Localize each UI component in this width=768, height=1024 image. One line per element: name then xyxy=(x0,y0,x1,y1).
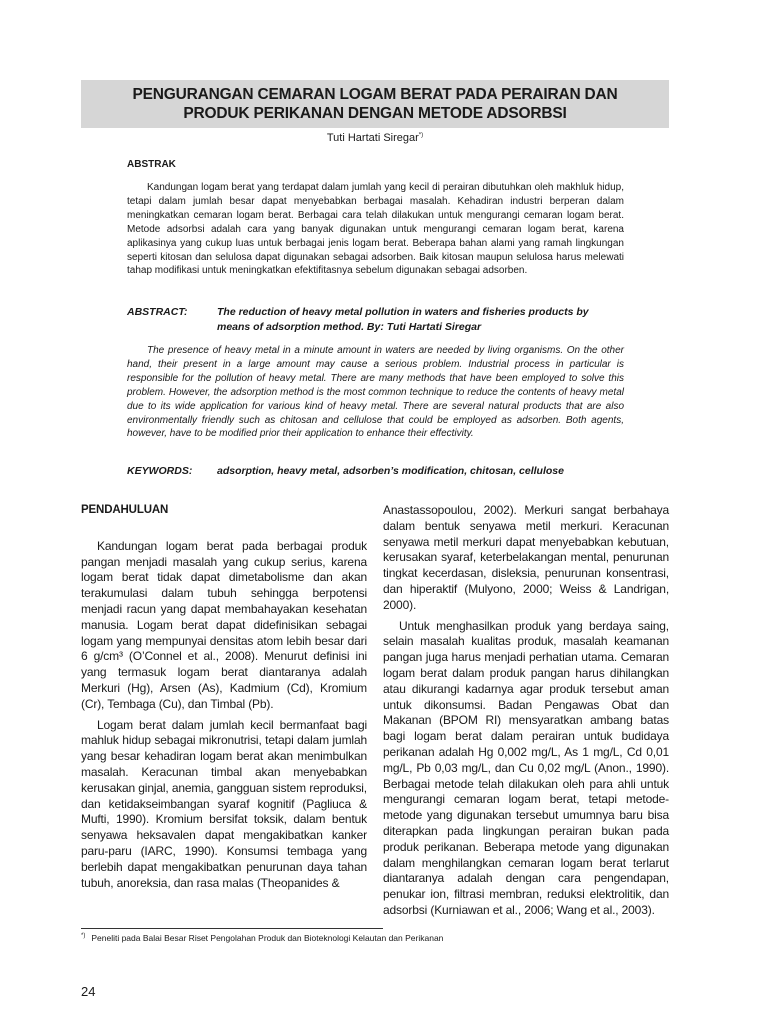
title-line-1: PENGURANGAN CEMARAN LOGAM BERAT PADA PERAIRAN DAN xyxy=(132,86,618,103)
abstract-title-row xyxy=(127,305,624,334)
abstract-title-text: The reduction of heavy metal pollution in waters and fisheries products by means of adsorption method. By: Tuti Hartati Siregar xyxy=(217,306,589,333)
keywords-text: adsorption, heavy metal, adsorben’s modification, chitosan, cellulose xyxy=(217,465,564,477)
keywords-row xyxy=(127,465,624,477)
section-heading: PENDAHULUAN xyxy=(81,504,169,516)
body-paragraph: Anastassopoulou, 2002). Merkuri sangat berbahaya dalam bentuk senyawa metil merkuri. Keracunan senyawa metil merkuri dapat menyebabkan kebutuan, kerusakan syaraf, keterbelakangan mental, penurunan tingkat kecerdasan, disleksia, penurunan konsentrasi, dan hiperaktif (Mulyono, 2000; Weiss & Landrigan, 2000). xyxy=(383,503,669,612)
right-column xyxy=(383,503,669,924)
footnote xyxy=(81,933,641,943)
body-paragraph: Logam berat dalam jumlah kecil bermanfaat bagi mahluk hidup sebagai mikronutrisi, tetapi dalam jumlah yang besar kehadiran logam berat akan menimbulkan masalah. Keracunan timbal akan menyebabkan kerusakan ginjal, anemia, gangguan sistem reproduksi, dan ketidakseimbangan syaraf kognitif (Pagliuca & Mufti, 1990). Kromium bersifat toksik, dalam bentuk senyawa heksavalen dapat mengakibatkan kanker paru-paru (IARC, 1990). Konsumsi tembaga yang berlebih dapat mengakibatkan penurunan daya tahan tubuh, anoreksia, dan rasa malas (Theopanides & xyxy=(81,717,367,890)
body-paragraph: Untuk menghasilkan produk yang berdaya saing, selain masalah kualitas produk, masalah keamanan pangan juga harus menjadi perhatian utama. Cemaran logam berat dalam produk pangan harus dihilangkan atau dikurangi kadarnya agar produk tersebut aman untuk dikonsumsi. Badan Pengawas Obat dan Makanan (BPOM RI) mensyaratkan ambang batas bagi logam berat dalam perairan untuk budidaya perikanan adalah Hg 0,002 mg/L, As 1 mg/L, Cd 0,01 mg/L, Pb 0,03 mg/L, dan Cu 0,02 mg/L (Anon., 1990). Berbagai metode telah dilakukan oleh para ahli untuk mengurangi cemaran logam berat, tetapi metode-metode yang digunakan tersebut umumnya baru bisa diterapkan pada lingkungan perairan bukan pada produk perikanan. Beberapa metode yang digunakan dalam menghilangkan cemaran logam berat terlarut diantaranya adalah dengan cara pengendapan, penukar ion, filtrasi membran, reduksi elektrolitik, dan adsorbsi (Kurniawan et al., 2006; Wang et al., 2003). xyxy=(383,618,669,917)
body-paragraph: Kandungan logam berat pada berbagai produk pangan menjadi masalah yang cukup serius, karena logam berat tidak dapat dimetabolisme dan akan terakumulasi dalam tubuh sehingga berpotensi menjadi racun yang dapat membahayakan kesehatan manusia. Logam berat dapat didefinisikan sebagai logam yang mempunyai densitas atom lebih besar dari 6 g/cm³ (O’Connel et al., 2008). Menurut definisi ini yang termasuk logam berat diantaranya adalah Merkuri (Hg), Arsen (As), Kadmium (Cd), Kromium (Cr), Tembaga (Cu), dan Timbal (Pb). xyxy=(81,538,367,711)
author-line xyxy=(81,132,669,144)
author-name: Tuti Hartati Siregar xyxy=(326,132,419,144)
title-box xyxy=(81,80,669,128)
footnote-text: Peneliti pada Balai Besar Riset Pengolahan Produk dan Bioteknologi Kelautan dan Perikanan xyxy=(91,933,444,943)
left-column xyxy=(81,503,367,896)
keywords-label: KEYWORDS: xyxy=(127,465,193,477)
author-footnote-mark: *) xyxy=(418,132,424,139)
footnote-mark: *) xyxy=(81,933,86,940)
title-line-2: PRODUK PERIKANAN DENGAN METODE ADSORBSI xyxy=(183,105,567,122)
abstrak-text: Kandungan logam berat yang terdapat dalam jumlah yang kecil di perairan dibutuhkan oleh makhluk hidup, tetapi dalam jumlah besar dapat menyebabkan berbagai masalah. Kehadiran industri berperan dalam meningkatkan cemaran logam berat. Berbagai cara telah dilakukan untuk mengurangi cemaran logam berat. Metode adsorbsi adalah cara yang banyak digunakan untuk mengurangi cemaran logam berat, karena aplikasinya yang cukup luas untuk berbagai jenis logam berat. Beberapa bahan alami yang ramah lingkungan seperti kitosan dan selulosa dapat digunakan sebagai adsorben. Baik kitosan maupun selulosa harus melewati tahap modifikasi untuk meningkatkan efektifitasnya sebelum digunakan sebagai adsorben. xyxy=(127,182,624,277)
footnote-divider xyxy=(81,928,383,929)
page-number: 24 xyxy=(81,984,96,999)
abstract-label: ABSTRACT: xyxy=(127,306,188,318)
abstract-text: The presence of heavy metal in a minute amount in waters are needed by living organisms. On the other hand, their present in a large amount may cause a serious problem. Industrial process in particular is responsible for the pollution of heavy metal. There are many methods that have been employed to solve this problem. However, the adsorption method is the most common technique to reduce the contents of heavy metal due to its wide application for various kind of heavy metal. There are several natural products that are also environmentally friendly such as chitosan and cellulose that could be employed as adsorben. Both agents, however, have to be modified prior their application to enhance their effectivity. xyxy=(127,345,624,440)
abstrak-heading: ABSTRAK xyxy=(127,159,176,170)
